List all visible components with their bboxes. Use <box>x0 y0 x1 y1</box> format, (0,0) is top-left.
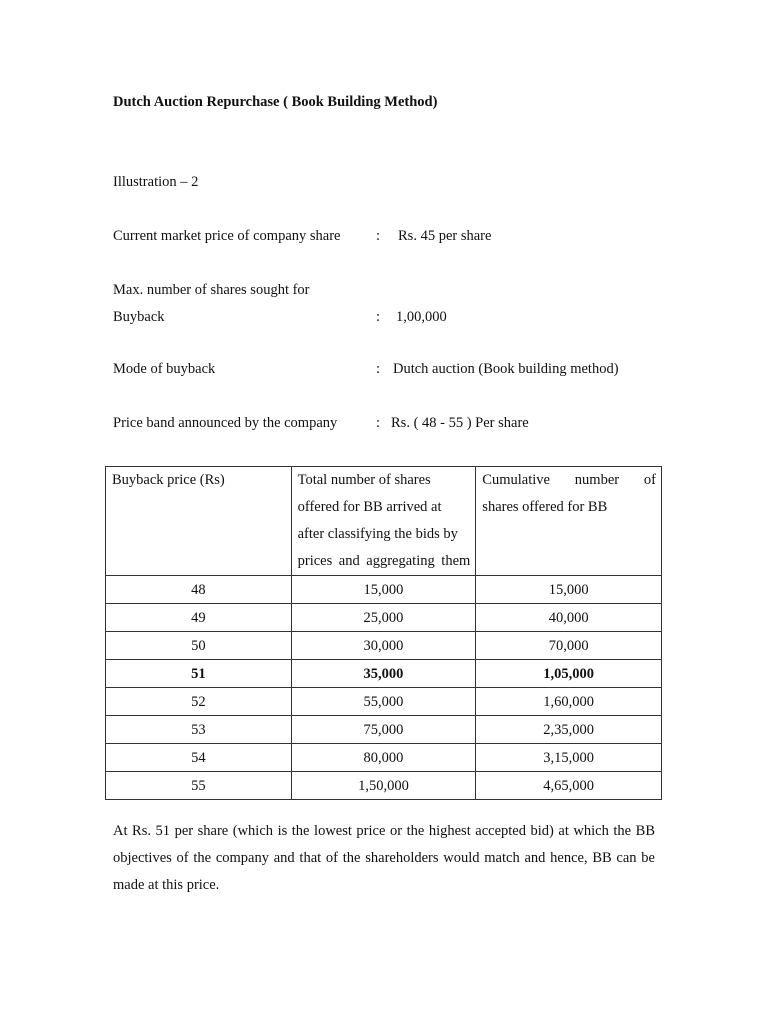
table-row-highlighted <box>106 660 662 688</box>
table-row <box>106 744 662 772</box>
price-band-label: Price band announced by the company <box>113 415 338 431</box>
illustration-heading: Illustration – 2 <box>113 174 199 190</box>
header-total-shares: Total number of shares offered for BB arrived at after classifying the bids by prices and aggregating them <box>291 467 476 576</box>
buyback-table <box>105 466 662 800</box>
max-shares-label-line2: Buyback <box>113 309 165 325</box>
cell-total: 1,50,000 <box>291 772 476 800</box>
price-band-colon: : <box>376 415 381 431</box>
cell-cumulative: 3,15,000 <box>476 744 662 772</box>
cell-cumulative: 1,60,000 <box>476 688 662 716</box>
cell-cumulative: 4,65,000 <box>476 772 662 800</box>
table-row <box>106 632 662 660</box>
mode-value: Dutch auction (Book building method) <box>393 361 619 377</box>
cell-price: 51 <box>106 660 292 688</box>
conclusion-paragraph: At Rs. 51 per share (which is the lowest price or the highest accepted bid) at which the BB objectives of the company and that of the shareholders would match and hence, BB can be made at this price. <box>113 823 655 893</box>
cell-total: 25,000 <box>291 604 476 632</box>
cell-cumulative: 2,35,000 <box>476 716 662 744</box>
cell-price: 49 <box>106 604 292 632</box>
max-shares-colon: : <box>376 309 381 325</box>
cell-cumulative: 70,000 <box>476 632 662 660</box>
header-cumulative-shares <box>476 467 662 576</box>
cell-price: 52 <box>106 688 292 716</box>
market-price-label: Current market price of company share <box>113 228 341 244</box>
cell-cumulative: 1,05,000 <box>476 660 662 688</box>
table-row <box>106 772 662 800</box>
cell-price: 53 <box>106 716 292 744</box>
cell-price: 50 <box>106 632 292 660</box>
table-row <box>106 716 662 744</box>
header-buyback-price: Buyback price (Rs) <box>106 467 292 576</box>
price-band-value: Rs. ( 48 - 55 ) Per share <box>391 415 529 431</box>
cell-total: 35,000 <box>291 660 476 688</box>
header-cumulative-line1: Cumulative number of <box>482 472 656 488</box>
document-title: Dutch Auction Repurchase ( Book Building Method) <box>113 94 438 110</box>
mode-label: Mode of buyback <box>113 361 216 377</box>
cell-cumulative: 40,000 <box>476 604 662 632</box>
table-row <box>106 688 662 716</box>
cell-total: 80,000 <box>291 744 476 772</box>
cell-price: 55 <box>106 772 292 800</box>
mode-colon: : <box>376 361 381 377</box>
cell-total: 15,000 <box>291 576 476 604</box>
cell-price: 54 <box>106 744 292 772</box>
max-shares-label-line1: Max. number of shares sought for <box>113 282 310 298</box>
market-price-colon: : <box>376 228 381 244</box>
table-header-row <box>106 467 662 576</box>
cell-total: 55,000 <box>291 688 476 716</box>
max-shares-value: 1,00,000 <box>396 309 447 325</box>
cell-total: 75,000 <box>291 716 476 744</box>
table-row <box>106 604 662 632</box>
cell-cumulative: 15,000 <box>476 576 662 604</box>
table-row <box>106 576 662 604</box>
cell-price: 48 <box>106 576 292 604</box>
header-cumulative-line2: shares offered for BB <box>482 499 608 515</box>
market-price-value: Rs. 45 per share <box>398 228 492 244</box>
cell-total: 30,000 <box>291 632 476 660</box>
